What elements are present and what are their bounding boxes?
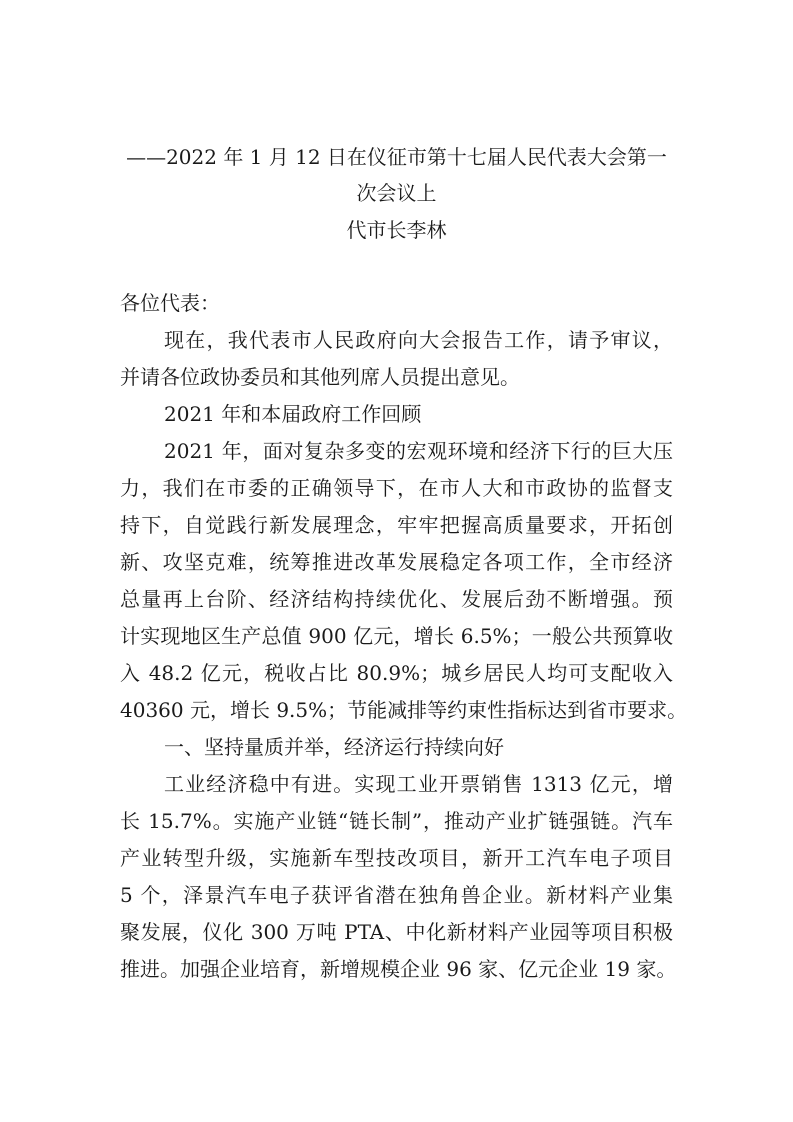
body-line: 并请各位政协委员和其他列席人员提出意见。 — [120, 365, 520, 389]
body-line: 新、攻坚克难，统筹推进改革发展稳定各项工作，全市经济 — [120, 550, 673, 574]
section-heading-review: 2021 年和本届政府工作回顾 — [164, 402, 422, 426]
body-line: 推进。加强企业培育，新增规模企业 96 家、亿元企业 19 家。 — [120, 957, 677, 981]
body-line: 持下，自觉践行新发展理念，牢牢把握高质量要求，开拓创 — [120, 513, 673, 537]
report-author: 代市长李林 — [346, 218, 447, 242]
section-heading-economy: 一、坚持量质并举，经济运行持续向好 — [164, 735, 504, 759]
body-line: 40360 元，增长 9.5%；节能减排等约束性指标达到省市要求。 — [120, 698, 688, 722]
body-line: 总量再上台阶、经济结构持续优化、发展后劲不断增强。预 — [120, 587, 673, 611]
body-line: 力，我们在市委的正确领导下，在市人大和市政协的监督支 — [120, 476, 673, 500]
body-line: 5 个，泽景汽车电子获评省潜在独角兽企业。新材料产业集 — [120, 883, 673, 907]
report-subtitle-line-1: ——2022 年 1 月 12 日在仪征市第十七届人民代表大会第一 — [126, 145, 667, 169]
body-line: 现在，我代表市人民政府向大会报告工作，请予审议， — [164, 328, 673, 352]
body-line: 2021 年，面对复杂多变的宏观环境和经济下行的巨大压 — [164, 439, 673, 463]
body-line: 工业经济稳中有进。实现工业开票销售 1313 亿元，增 — [164, 772, 673, 796]
body-line: 聚发展，仪化 300 万吨 PTA、中化新材料产业园等项目积极 — [120, 920, 673, 944]
body-line: 计实现地区生产总值 900 亿元，增长 6.5%；一般公共预算收 — [120, 624, 673, 648]
report-subtitle-line-2: 次会议上 — [356, 181, 437, 205]
body-line: 长 15.7%。实施产业链“链长制”，推动产业扩链强链。汽车 — [120, 809, 673, 833]
body-line: 产业转型升级，实施新车型技改项目，新开工汽车电子项目 — [120, 846, 673, 870]
salutation: 各位代表： — [120, 291, 220, 315]
body-line: 入 48.2 亿元，税收占比 80.9%；城乡居民人均可支配收入 — [120, 661, 673, 685]
